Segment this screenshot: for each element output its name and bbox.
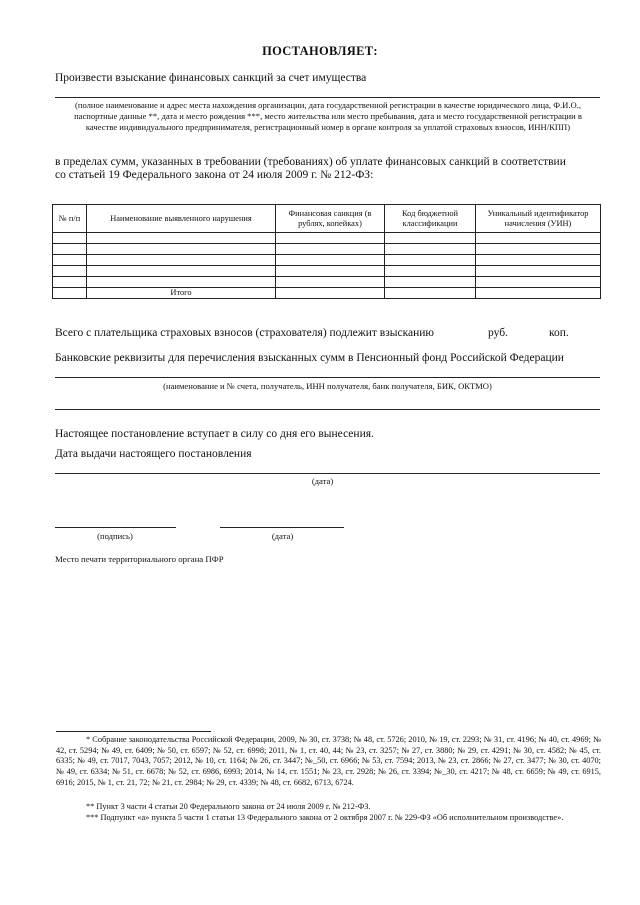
debtor-note: (полное наименование и адрес места нахождения организации, дата государственной регистрации в качестве юридического лица, Ф.И.О., паспортные данные **, дата и место рождения ***, место жительства или место пребывания, дата и место государственной регистрации в качестве индивидуального предпринимателя, регистрационный номер в органе контроля за уплатой страховых взносов, ИНН/КПП) [74, 100, 582, 132]
issue-date-note: (дата) [311, 476, 334, 486]
bank-details-note: (наименование и № счета, получатель, ИНН получателя, банк получателя, БИК, ОКТМО) [163, 381, 492, 391]
issue-date-field [55, 473, 600, 474]
table-row [53, 255, 601, 266]
footnote-1: * Собрание законодательства Российской Федерации, 2009, № 30, ст. 3738; № 48, ст. 5726; 2010, № 19, ст. 2293; № 31, ст. 4196; № 40, ст. 4969; № 42, ст. 5294; № 49, ст. 6409; № 50, ст. 6597; № 52, ст. 6998; 2011, № 1, ст. 40, 44; № 23, ст. 3257; № 27, ст. 3880; № 29, ст. 4291; № 30, ст. 4582; № 45, ст. 6335; № 49, ст. 7017, 7043, 7057; 2012, № 10, ст. 1164; № 26, ст. 3447; №_50, ст. 6966; № 53, ст. 7594; 2013, № 23, ст. 2866; № 27, ст. 3477; № 30, ст. 4070; № 49, ст. 6334; № 51, ст. 6678; № 52, ст. 6986, 6993; 2014, № 14, ст. 1551; № 23, ст. 2928; № 26, ст. 3394; №_30, ст. 4217; № 48, ст. 6659; № 49, ст. 6915, 6916; 2015, № 1, ст. 21, 72; № 21, ст. 2984; № 29, ст. 4339; № 48, ст. 6682, 6713, 6724. [56, 735, 601, 787]
rub-label: руб. [488, 327, 508, 339]
bank-details-field [55, 377, 600, 378]
signature-field [55, 527, 176, 528]
signature-note: (подпись) [97, 531, 133, 541]
table-row [53, 266, 601, 277]
page-title: ПОСТАНОВЛЯЕТ: [262, 44, 378, 58]
total-label: Итого [87, 288, 276, 299]
debtor-line [55, 97, 600, 98]
recovery-line: Произвести взыскание финансовых санкций за счет имущества [55, 72, 367, 84]
sanctions-table [52, 204, 601, 299]
col-header-number: № п/п [53, 205, 87, 233]
col-header-sanction: Финансовая санкция (в рублях, копейках) [276, 205, 385, 233]
limits-line-2: со статьей 19 Федерального закона от 24 июля 2009 г. № 212-ФЗ: [55, 169, 374, 181]
bank-details-field-2 [55, 409, 600, 410]
col-header-uin: Уникальный идентификатор начисления (УИН) [476, 205, 601, 233]
col-header-violation: Наименование выявленного нарушения [87, 205, 276, 233]
col-header-kbk: Код бюджетной классификации [385, 205, 476, 233]
effect-line: Настоящее постановление вступает в силу со дня его вынесения. [55, 428, 374, 440]
footnote-3: *** Подпункт «а» пункта 5 части 1 статьи 13 Федерального закона от 2 октября 2007 г. № 229-ФЗ «Об исполнительном производстве». [86, 813, 564, 822]
table-row [53, 277, 601, 288]
total-line: Всего с плательщика страховых взносов (страхователя) подлежит взысканию [55, 327, 435, 339]
signature-date-note: (дата) [271, 531, 294, 541]
footnote-separator [56, 731, 211, 732]
table-row [53, 233, 601, 244]
issue-date-line: Дата выдачи настоящего постановления [55, 448, 252, 460]
signature-date-field [220, 527, 344, 528]
footnote-2: ** Пункт 3 части 4 статьи 20 Федерального закона от 24 июля 2009 г. № 212-ФЗ. [86, 802, 371, 811]
table-header-row [53, 205, 601, 233]
table-row [53, 244, 601, 255]
kop-label: коп. [549, 327, 569, 339]
limits-line-1: в пределах сумм, указанных в требовании (требованиях) об уплате финансовых санкций в соответствии [55, 156, 566, 168]
table-total-row [53, 288, 601, 299]
stamp-place: Место печати территориального органа ПФР [55, 554, 224, 564]
bank-details-line: Банковские реквизиты для перечисления взысканных сумм в Пенсионный фонд Российской Федерации [55, 352, 564, 364]
